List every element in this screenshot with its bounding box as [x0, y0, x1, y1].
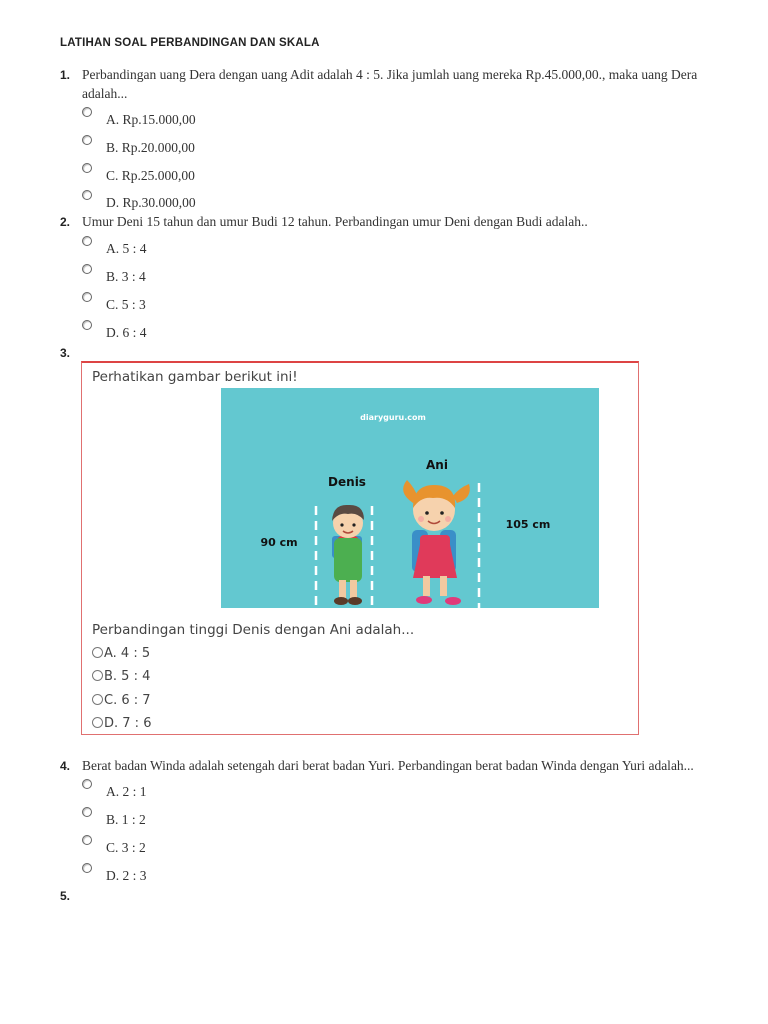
height-comparison-illustration: [221, 388, 599, 608]
question-number: 2.: [60, 215, 71, 229]
radio-circle-icon[interactable]: [82, 236, 92, 246]
question-text: Umur Deni 15 tahun dan umur Budi 12 tahun. Perbandingan umur Deni dengan Budi adalah..: [82, 214, 588, 229]
radio-circle-icon[interactable]: [82, 779, 92, 789]
option-radio[interactable]: [92, 693, 151, 708]
question-number: 1.: [60, 68, 71, 82]
question-number: 3.: [60, 346, 71, 360]
radio-circle-icon[interactable]: [82, 107, 92, 117]
question-image-card: [81, 361, 639, 735]
question-text: Perbandingan uang Dera dengan uang Adit adalah 4 : 5. Jika jumlah uang mereka Rp.45.000,00., maka uang Dera adalah...: [82, 67, 698, 101]
option-radio[interactable]: [92, 646, 150, 661]
watermark-text: diaryguru.com: [360, 413, 426, 422]
image-question-text: Perbandingan tinggi Denis dengan Ani adalah...: [92, 622, 415, 638]
option-label: B. 3 : 4: [106, 269, 146, 284]
radio-circle-icon[interactable]: [82, 292, 92, 302]
radio-circle-icon[interactable]: [82, 190, 92, 200]
radio-circle-icon[interactable]: [92, 670, 103, 681]
name-label-denis: Denis: [328, 475, 366, 489]
radio-circle-icon[interactable]: [82, 135, 92, 145]
height-label-denis: 90 cm: [260, 536, 298, 549]
option-label: D. 2 : 3: [106, 868, 147, 883]
question-text: Berat badan Winda adalah setengah dari berat badan Yuri. Perbandingan berat badan Winda dengan Yuri adalah...: [82, 758, 694, 773]
radio-circle-icon[interactable]: [92, 647, 103, 658]
option-label: C. 3 : 2: [106, 840, 146, 855]
name-label-ani: Ani: [426, 458, 448, 472]
radio-circle-icon[interactable]: [82, 863, 92, 873]
option-label: A. 5 : 4: [106, 241, 147, 256]
option-label: B. 5 : 4: [104, 669, 151, 684]
option-label: C. 6 : 7: [104, 693, 151, 708]
option-label: A. Rp.15.000,00: [106, 112, 196, 127]
option-label: C. 5 : 3: [106, 297, 146, 312]
radio-circle-icon[interactable]: [82, 264, 92, 274]
question-number: 5.: [60, 889, 71, 903]
option-label: B. 1 : 2: [106, 812, 146, 827]
option-label: D. 6 : 4: [106, 325, 147, 340]
radio-circle-icon[interactable]: [82, 320, 92, 330]
option-label: A. 4 : 5: [104, 646, 151, 661]
option-label: B. Rp.20.000,00: [106, 140, 195, 155]
option-label: A. 2 : 1: [106, 784, 147, 799]
question-number: 4.: [60, 759, 71, 773]
option-label: D. Rp.30.000,00: [106, 195, 196, 210]
radio-circle-icon[interactable]: [92, 694, 103, 705]
option-label: C. Rp.25.000,00: [106, 168, 195, 183]
radio-circle-icon[interactable]: [82, 835, 92, 845]
option-radio[interactable]: [92, 716, 151, 731]
option-label: D. 7 : 6: [104, 716, 152, 731]
image-intro-text: Perhatikan gambar berikut ini!: [92, 369, 298, 385]
height-label-ani: 105 cm: [505, 518, 551, 531]
radio-circle-icon[interactable]: [82, 807, 92, 817]
radio-circle-icon[interactable]: [82, 163, 92, 173]
page-title: LATIHAN SOAL PERBANDINGAN DAN SKALA: [60, 37, 320, 49]
radio-circle-icon[interactable]: [92, 717, 103, 728]
option-radio[interactable]: [92, 669, 150, 684]
